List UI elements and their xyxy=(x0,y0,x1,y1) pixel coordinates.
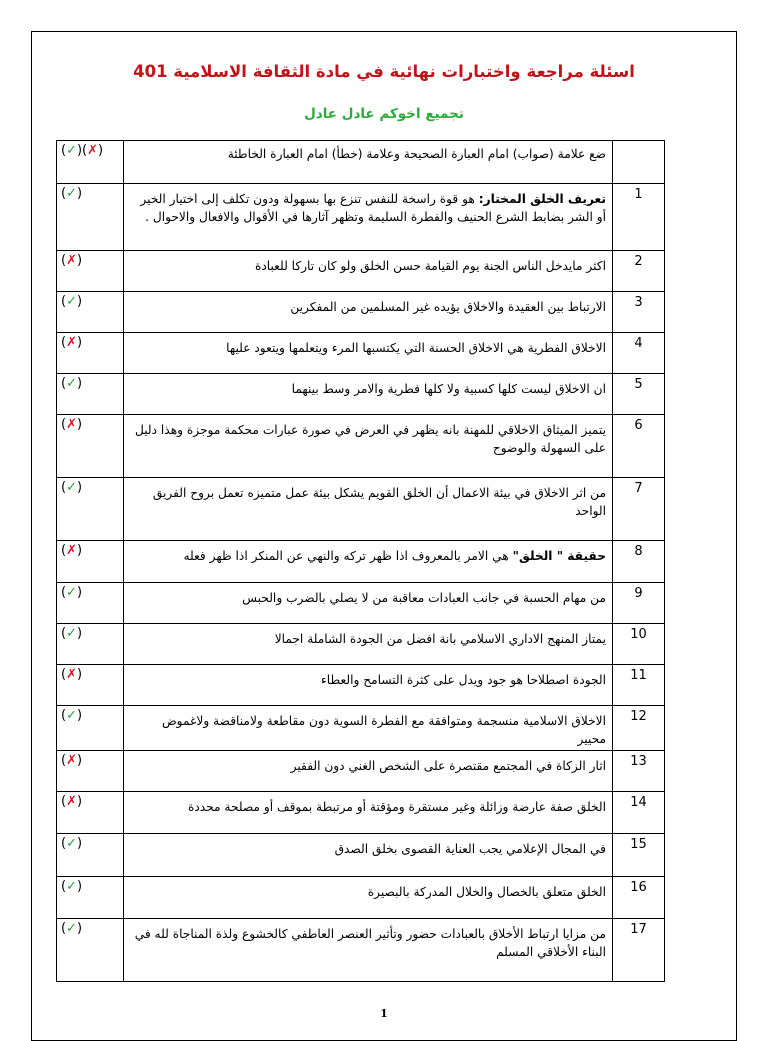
question-number-cell xyxy=(613,834,665,877)
statement-text xyxy=(130,589,606,607)
question-number-cell xyxy=(613,624,665,665)
statement-bold-term: حقيقة " الخلق" xyxy=(512,549,606,563)
cross-mark-icon: ✗ xyxy=(66,753,77,768)
answer-mark-cell: (✗) xyxy=(57,541,124,583)
table-row xyxy=(57,624,665,665)
statement-body: من اثر الاخلاق في بيئة الاعمال أن الخلق القويم يشكل بيئة عمل متميزه تعمل بروح الفريق الواحد xyxy=(152,486,606,518)
header-num-cell xyxy=(613,141,665,184)
answer-mark-cell: (✓) xyxy=(57,877,124,919)
statement-text xyxy=(130,190,606,226)
header-instruction-cell xyxy=(124,141,613,184)
answer-mark-cell: (✓) xyxy=(57,834,124,877)
statement-bold-term: تعريف الخلق المختار: xyxy=(478,192,606,206)
statement-cell xyxy=(124,478,613,541)
table-row xyxy=(57,251,665,292)
table-row xyxy=(57,751,665,792)
question-number: 7 xyxy=(634,481,643,496)
question-number-cell xyxy=(613,751,665,792)
statement-body: الاخلاق الفطرية هي الاخلاق الحسنة التي يكتسبها المرء ويتعلمها ويتعود عليها xyxy=(226,341,606,355)
question-number: 9 xyxy=(634,586,643,601)
table-row xyxy=(57,415,665,478)
statement-body: يمتاز المنهج الاداري الاسلامي بانة افضل من الجودة الشاملة اجمالا xyxy=(274,632,606,646)
table-row xyxy=(57,292,665,333)
check-mark-icon: ✓ xyxy=(66,186,77,201)
question-number-cell xyxy=(613,919,665,982)
statement-text xyxy=(130,757,606,775)
page-number: 1 xyxy=(380,1007,388,1020)
statement-body: الاخلاق الاسلامية منسجمة ومتوافقة مع الفطرة السوية دون مقاطعة ولامناقضة ولاغموض محيير xyxy=(161,714,606,746)
answer-mark-cell: (✓) xyxy=(57,919,124,982)
answer-mark-cell: (✗) xyxy=(57,665,124,706)
table-header-row xyxy=(57,141,665,184)
table-row xyxy=(57,184,665,251)
statement-cell xyxy=(124,706,613,751)
statement-text xyxy=(130,630,606,648)
answer-mark-cell: (✓) xyxy=(57,184,124,251)
statement-text xyxy=(130,712,606,748)
answer-mark-cell: (✓) xyxy=(57,706,124,751)
statement-body: من مهام الحسبة في جانب العبادات معاقبة من لا يصلي بالضرب والحبس xyxy=(242,591,606,605)
statement-cell xyxy=(124,792,613,834)
answer-mark-cell: (✓) xyxy=(57,478,124,541)
document-subtitle: تجميع اخوكم عادل عادل xyxy=(304,106,464,122)
answer-mark-cell: (✗) xyxy=(57,251,124,292)
question-number-cell xyxy=(613,251,665,292)
statement-cell xyxy=(124,292,613,333)
question-number: 17 xyxy=(630,922,647,937)
question-number-cell xyxy=(613,792,665,834)
statement-cell xyxy=(124,834,613,877)
question-number-cell xyxy=(613,478,665,541)
question-number: 16 xyxy=(630,880,647,895)
table-row xyxy=(57,333,665,374)
answer-mark-cell: (✓) xyxy=(57,583,124,624)
statement-body: اكثر مايدخل الناس الجنة يوم القيامة حسن الخلق ولو كان تاركا للعبادة xyxy=(254,259,606,273)
statement-cell xyxy=(124,374,613,415)
statement-cell xyxy=(124,583,613,624)
table-row xyxy=(57,792,665,834)
statement-body: اثار الزكاة في المجتمع مقتصرة على الشخص الغني دون الفقير xyxy=(290,759,606,773)
table-row xyxy=(57,374,665,415)
questions-table xyxy=(56,140,665,982)
statement-text xyxy=(130,484,606,520)
question-number: 14 xyxy=(630,795,647,810)
statement-text xyxy=(130,421,606,457)
table-row xyxy=(57,478,665,541)
statement-text xyxy=(130,671,606,689)
statement-cell xyxy=(124,251,613,292)
question-number-cell xyxy=(613,541,665,583)
question-number: 11 xyxy=(630,668,647,683)
statement-cell xyxy=(124,877,613,919)
question-number-cell xyxy=(613,877,665,919)
question-number-cell xyxy=(613,706,665,751)
check-mark-icon: ✓ xyxy=(66,708,77,723)
statement-cell xyxy=(124,333,613,374)
check-mark-icon: ✓ xyxy=(66,879,77,894)
question-number-cell xyxy=(613,665,665,706)
statement-cell xyxy=(124,541,613,583)
cross-mark-icon: ✗ xyxy=(66,335,77,350)
question-number: 15 xyxy=(630,837,647,852)
statement-text xyxy=(130,257,606,275)
cross-mark-icon: ✗ xyxy=(66,253,77,268)
header-marks-label: (✓)(✗) xyxy=(61,143,104,158)
statement-text xyxy=(130,298,606,316)
statement-text xyxy=(130,798,606,816)
cross-mark-icon: ✗ xyxy=(66,417,77,432)
question-number: 6 xyxy=(634,418,643,433)
answer-mark-cell: (✗) xyxy=(57,792,124,834)
statement-cell xyxy=(124,919,613,982)
question-number-cell xyxy=(613,333,665,374)
statement-text xyxy=(130,840,606,858)
answer-mark-cell: (✓) xyxy=(57,624,124,665)
cross-mark-icon: ✗ xyxy=(66,667,77,682)
question-number: 8 xyxy=(634,544,643,559)
statement-cell xyxy=(124,665,613,706)
table-row xyxy=(57,877,665,919)
statement-text xyxy=(130,547,606,565)
question-number: 5 xyxy=(634,377,643,392)
statement-text xyxy=(130,339,606,357)
question-number: 3 xyxy=(634,295,643,310)
statement-body: هو قوة راسخة للنفس تنزع بها بسهولة ودون تكلف إلى اختيار الخير أو الشر بضابط الشرع الحنيف والفطرة السليمة وتظهر آثارها في الأقوال والافعال والاحوال . xyxy=(140,192,606,224)
question-number: 4 xyxy=(634,336,643,351)
header-instruction: ضع علامة (صواب) امام العبارة الصحيحة وعلامة (خطأ) امام العبارة الخاطئة xyxy=(227,147,606,161)
question-number-cell xyxy=(613,292,665,333)
question-number: 2 xyxy=(634,254,643,269)
statement-cell xyxy=(124,751,613,792)
statement-body: الخلق صفة عارضة وزائلة وغير مستقرة ومؤقتة أو مرتبطة بموقف أو مصلحة محددة xyxy=(187,800,606,814)
statement-cell xyxy=(124,415,613,478)
table-row xyxy=(57,583,665,624)
answer-mark-cell: (✗) xyxy=(57,415,124,478)
statement-body: هي الامر بالمعروف اذا ظهر تركه والنهي عن المنكر اذا ظهر فعله xyxy=(183,549,513,563)
table-row xyxy=(57,706,665,751)
header-marks-cell xyxy=(57,141,124,184)
cross-mark-icon: ✗ xyxy=(66,794,77,809)
table-row xyxy=(57,834,665,877)
statement-text xyxy=(130,883,606,901)
statement-body: الجودة اصطلاحا هو جود ويدل على كثرة التسامح والعطاء xyxy=(321,673,606,687)
answer-mark-cell: (✓) xyxy=(57,292,124,333)
question-number-cell xyxy=(613,583,665,624)
table-row xyxy=(57,665,665,706)
question-number-cell xyxy=(613,184,665,251)
table-row xyxy=(57,541,665,583)
statement-body: من مزايا ارتباط الأخلاق بالعبادات حضور وتأثير العنصر العاطفي كالخشوع ولذة المناجاة لله في البناء الأخلاقي المسلم xyxy=(134,927,606,959)
check-mark-icon: ✓ xyxy=(66,836,77,851)
statement-body: في المجال الإعلامي يجب العناية القصوى بخلق الصدق xyxy=(334,842,606,856)
answer-mark-cell: (✗) xyxy=(57,751,124,792)
check-mark-icon: ✓ xyxy=(66,626,77,641)
question-number: 1 xyxy=(634,187,643,202)
check-mark-icon: ✓ xyxy=(66,376,77,391)
question-number: 10 xyxy=(630,627,647,642)
question-number: 12 xyxy=(630,709,647,724)
question-number-cell xyxy=(613,415,665,478)
table-row xyxy=(57,919,665,982)
answer-mark-cell: (✗) xyxy=(57,333,124,374)
cross-mark-icon: ✗ xyxy=(66,543,77,558)
check-mark-icon: ✓ xyxy=(66,921,77,936)
check-mark-icon: ✓ xyxy=(66,480,77,495)
statement-body: ان الاخلاق ليست كلها كسبية ولا كلها فطرية والامر وسط بينهما xyxy=(291,382,606,396)
answer-mark-cell: (✓) xyxy=(57,374,124,415)
statement-cell xyxy=(124,624,613,665)
statement-body: يتميز الميثاق الاخلاقي للمهنة بانه يظهر في العرض في صورة عبارات محكمة موجزة وهذا دليل على السهولة والوضوح xyxy=(135,423,606,455)
statement-text xyxy=(130,925,606,961)
statement-text xyxy=(130,380,606,398)
statement-body: الخلق متعلق بالخصال والخلال المدركة بالبصيرة xyxy=(367,885,606,899)
check-mark-icon: ✓ xyxy=(66,585,77,600)
question-number-cell xyxy=(613,374,665,415)
check-mark-icon: ✓ xyxy=(66,294,77,309)
question-number: 13 xyxy=(630,754,647,769)
document-title: اسئلة مراجعة واختبارات نهائية في مادة الثقافة الاسلامية 401 xyxy=(133,62,635,81)
statement-body: الارتباط بين العقيدة والاخلاق يؤيده غير المسلمين من المفكرين xyxy=(290,300,606,314)
statement-cell xyxy=(124,184,613,251)
